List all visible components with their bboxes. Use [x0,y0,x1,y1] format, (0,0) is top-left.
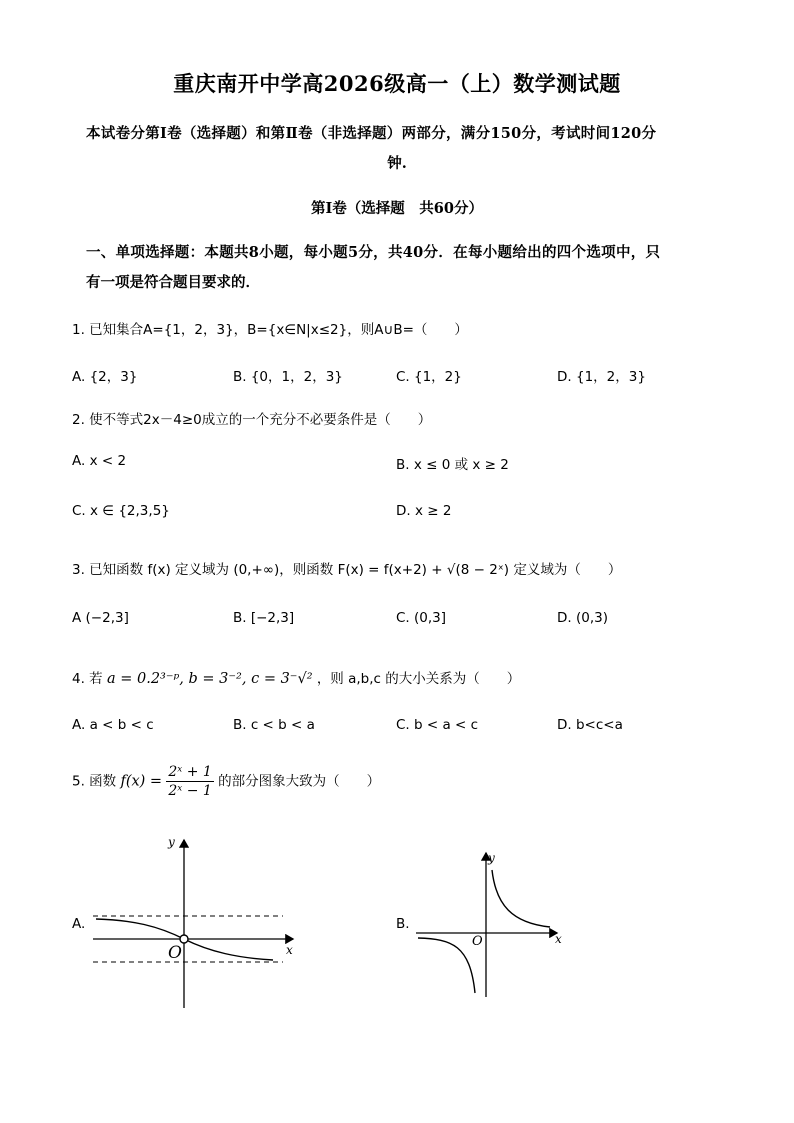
question-5-fraction [166,763,213,800]
graph-b-x-label: x [555,932,562,946]
question-5-stem [72,763,380,800]
question-5-denominator: 2ˣ − 1 [168,783,212,799]
question-5-option-a[interactable]: A. [72,916,86,932]
question-4-stem [72,667,520,687]
question-5-suffix: 的部分图象大致为（ ） [218,773,381,790]
question-4-math: a = 0.2³⁻ᵖ, b = 3⁻², c = 3⁻√² [106,671,313,687]
question-3-stem: 3. 已知函数 f(x) 定义域为 (0,+∞)，则函数 F(x) = f(x+2) + √(8 − 2ˣ) 定义域为（ ） [72,562,622,578]
question-4-option-c[interactable]: C. b < a < c [396,717,479,733]
graph-a-origin-point [180,935,188,943]
question-1-option-c[interactable]: C. {1，2} [396,369,462,385]
section-heading-line-2: 有一项是符合题目要求的． [86,274,260,291]
question-1-option-d[interactable]: D. {1，2，3} [557,369,646,385]
intro-line-1: 本试卷分第Ⅰ卷（选择题）和第Ⅱ卷（非选择题）两部分，满分150分，考试时间120分 [86,125,657,142]
intro-line-2: 钟. [387,155,407,172]
question-3-option-b[interactable]: B. [−2,3] [233,610,295,626]
question-4-option-b[interactable]: B. c < b < a [233,717,315,733]
question-5-option-b[interactable]: B. [396,916,410,932]
graph-b-left-branch [418,938,475,993]
question-2-option-b[interactable]: B. x ≤ 0 或 x ≥ 2 [396,457,509,473]
question-4-option-a[interactable]: A. a < b < c [72,717,154,733]
part-heading: 第Ⅰ卷（选择题 共60分） [311,200,483,217]
question-1-stem: 1. 已知集合A={1，2，3}，B={x∈N|x≤2}，则A∪B=（ ） [72,322,468,338]
question-5-fx: f(x) = [120,773,163,790]
question-2-option-c[interactable]: C. x ∈ {2,3,5} [72,503,170,519]
graph-b-y-label: y [488,851,495,865]
question-3-option-c[interactable]: C. (0,3] [396,610,447,626]
graph-a-y-label: y [168,835,175,849]
graph-b[interactable] [412,845,577,1000]
question-2-option-d[interactable]: D. x ≥ 2 [396,503,452,519]
question-1-option-a[interactable]: A. {2，3} [72,369,138,385]
graph-a-origin-label: O [168,943,182,963]
question-5-numerator: 2ˣ + 1 [168,764,212,780]
question-4-suffix: ，则 a,b,c 的大小关系为（ ） [316,671,521,687]
graph-b-origin-label: O [472,934,483,949]
question-1-option-b[interactable]: B. {0，1，2，3} [233,369,343,385]
section-heading-line-1: 一、单项选择题：本题共8小题，每小题5分，共40分．在每小题给出的四个选项中，只 [86,244,661,261]
question-3-option-d[interactable]: D. (0,3) [557,610,608,626]
page-title: 重庆南开中学高2026级高一（上）数学测试题 [173,71,621,96]
graph-a[interactable] [88,830,303,1010]
question-4-prefix: 4. 若 [72,671,103,687]
question-4-option-d[interactable]: D. b<c<a [557,717,623,733]
question-2-stem: 2. 使不等式2x－4≥0成立的一个充分不必要条件是（ ） [72,412,432,428]
question-2-option-a[interactable]: A. x < 2 [72,453,127,469]
question-5-prefix: 5. 函数 [72,773,117,790]
graph-a-x-label: x [286,943,293,957]
question-3-option-a[interactable]: A (−2,3] [72,610,129,626]
graph-b-right-branch [492,870,550,927]
